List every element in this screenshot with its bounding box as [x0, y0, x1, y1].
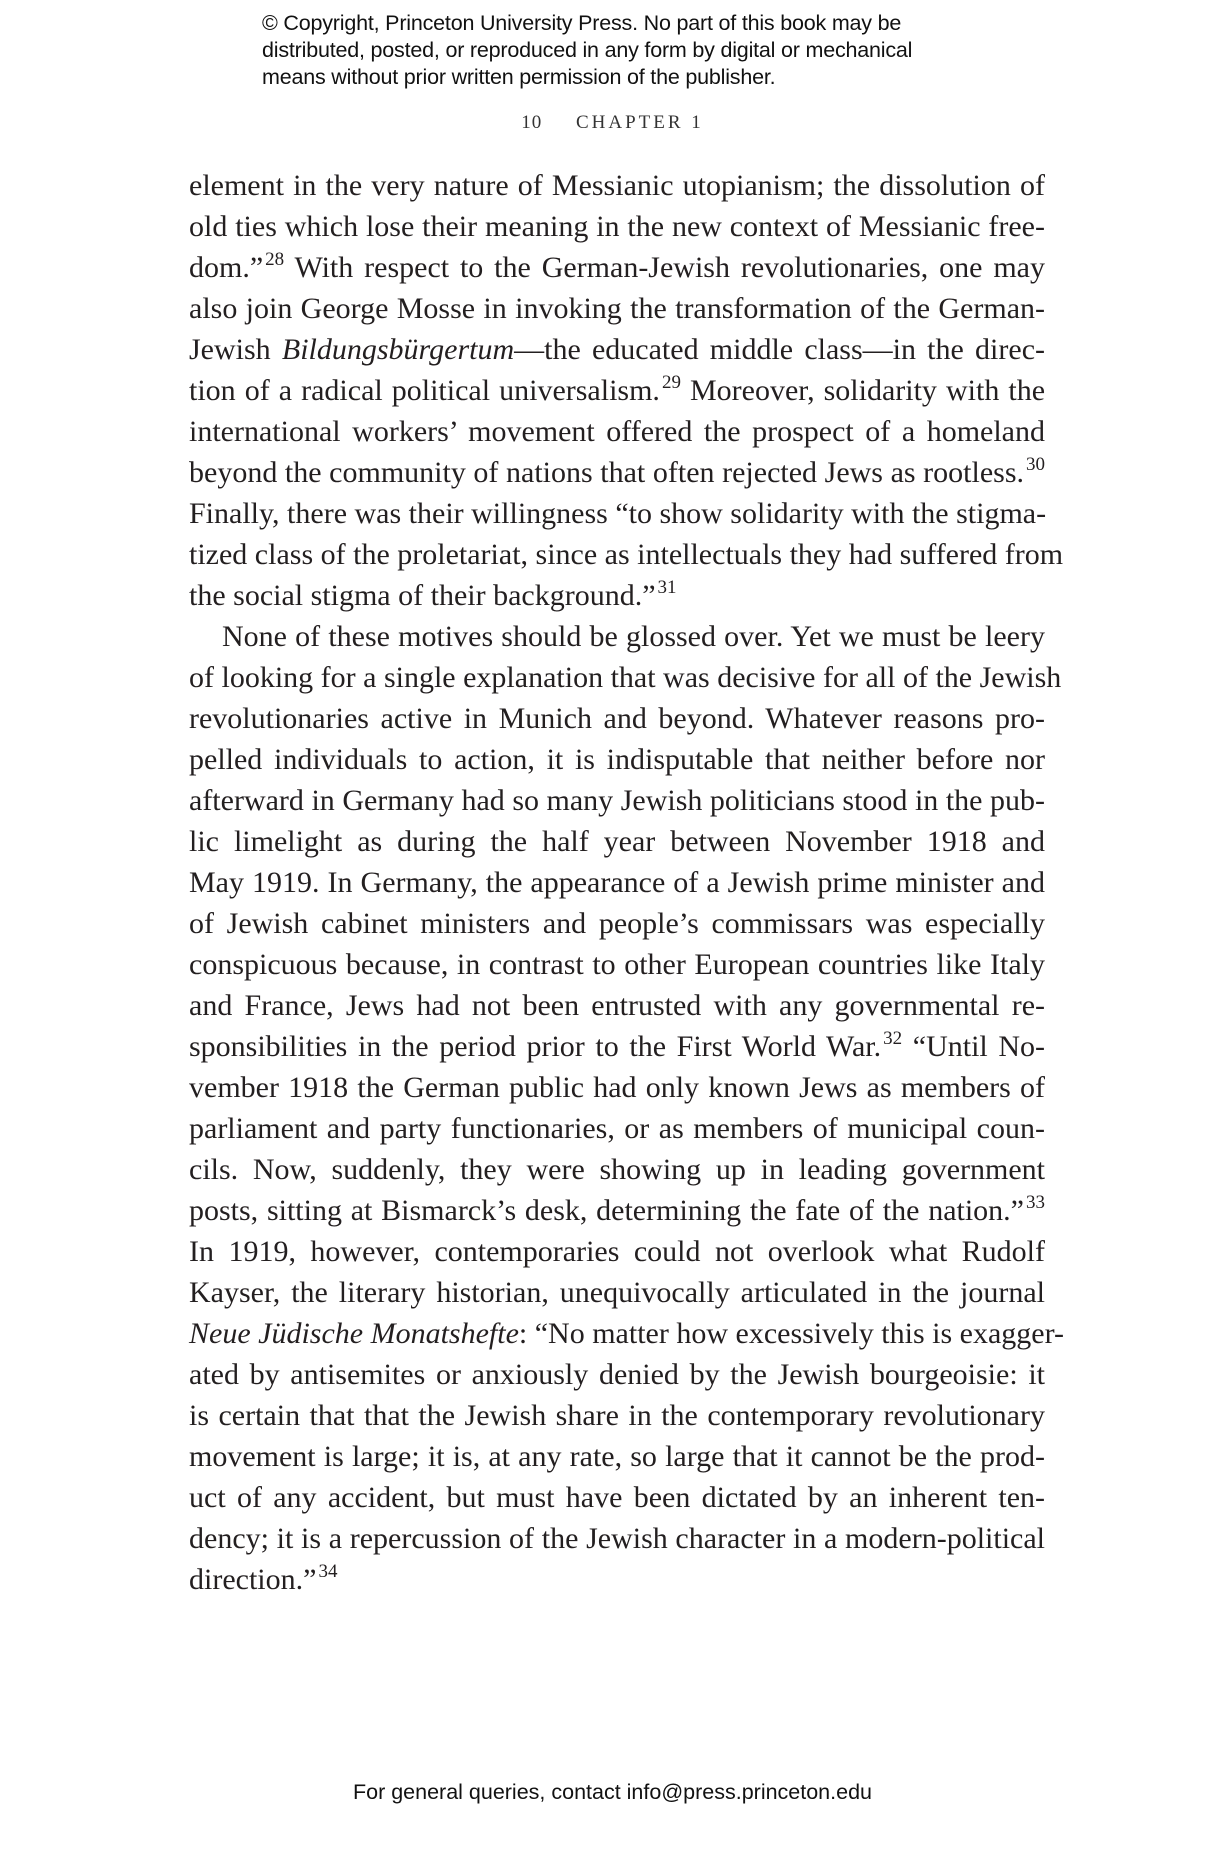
text-line: lic limelight as during the half year between November 1918 and: [189, 825, 1045, 858]
text-line: is certain that that the Jewish share in the contemporary revolutionary: [189, 1399, 1045, 1432]
text-line: and France, Jews had not been entrusted with any governmental re-: [189, 989, 1045, 1022]
text-line: tized class of the proletariat, since as intellectuals they had suffered from: [189, 538, 1064, 571]
text-line: ated by antisemites or anxiously denied by the Jewish bourgeoisie: it: [189, 1358, 1045, 1391]
text-line: pelled individuals to action, it is indisputable that neither before nor: [189, 743, 1045, 776]
text-line: sponsibilities in the period prior to the First World War. $^{32}$ “Until No-: [189, 1028, 1046, 1063]
text-line: of Jewish cabinet ministers and people’s commissars was especially: [189, 907, 1045, 940]
text-line: May 1919. In Germany, the appearance of a Jewish prime minister and: [189, 866, 1045, 899]
chapter-label: CHAPTER 1: [575, 112, 704, 133]
text-line: Neue Jüdische Monatshefte: “No matter how excessively this is exagger-: [189, 1317, 1064, 1350]
footnote-reference: 32: [883, 1028, 903, 1049]
text-line: of looking for a single explanation that was decisive for all of the Jewish: [189, 661, 1062, 694]
footnote-reference: 29: [661, 372, 681, 393]
text-line: uct of any accident, but must have been dictated by an inherent ten-: [189, 1481, 1045, 1514]
copyright-line: © Copyright, Princeton University Press. No part of this book may be: [262, 11, 902, 35]
text-line: Jewish Bildungsbürgertum—the educated middle class—in the direc-: [189, 333, 1045, 366]
text-line: beyond the community of nations that often rejected Jews as rootless. $^{30}$: [189, 454, 1045, 489]
copyright-line: means without prior written permission of the publisher.: [262, 65, 776, 89]
text-line: vember 1918 the German public had only known Jews as members of: [189, 1071, 1045, 1104]
footnote-reference: 31: [657, 577, 677, 598]
copyright-line: distributed, posted, or reproduced in any form by digital or mechanical: [262, 38, 913, 62]
text-line: Finally, there was their willingness “to show solidarity with the stigma-: [189, 497, 1047, 530]
text-line: In 1919, however, contemporaries could not overlook what Rudolf: [189, 1235, 1045, 1268]
footnote-reference: 28: [265, 249, 285, 270]
text-line: international workers’ movement offered the prospect of a homeland: [189, 415, 1045, 448]
footnote-reference: 34: [318, 1561, 338, 1582]
text-line: revolutionaries active in Munich and beyond. Whatever reasons pro-: [189, 702, 1045, 735]
page-number: 10: [521, 112, 543, 133]
text-line: tion of a radical political universalism. $^{29}$ Moreover, solidarity with the: [189, 372, 1046, 407]
text-line: afterward in Germany had so many Jewish politicians stood in the pub-: [189, 784, 1045, 817]
text-line: dom.” $^{28}$ With respect to the German-Jewish revolutionaries, one may: [189, 249, 1045, 284]
text-line: posts, sitting at Bismarck’s desk, determining the fate of the nation.” $^{33}$: [189, 1192, 1045, 1227]
text-line: movement is large; it is, at any rate, so large that it cannot be the prod-: [189, 1440, 1045, 1473]
text-line: element in the very nature of Messianic utopianism; the dissolution of: [189, 169, 1045, 202]
copyright-notice: [262, 10, 1022, 91]
footnote-reference: 33: [1026, 1192, 1045, 1213]
body-text: [189, 165, 1064, 1600]
text-line: conspicuous because, in contrast to other European countries like Italy: [189, 948, 1045, 981]
text-line: parliament and party functionaries, or as members of municipal coun-: [189, 1112, 1045, 1145]
text-line: direction.” $^{34}$: [189, 1561, 338, 1596]
running-head: [0, 112, 1225, 134]
italic-title: Bildungsbürgertum: [281, 333, 515, 366]
text-line: Kayser, the literary historian, unequivocally articulated in the journal: [189, 1276, 1045, 1309]
text-line: cils. Now, suddenly, they were showing up in leading government: [189, 1153, 1045, 1186]
text-line: old ties which lose their meaning in the new context of Messianic free-: [189, 210, 1045, 243]
text-line: dency; it is a repercussion of the Jewish character in a modern-political: [189, 1522, 1045, 1555]
text-line: the social stigma of their background.” $^{31}$: [189, 577, 677, 612]
text-line: also join George Mosse in invoking the transformation of the German-: [189, 292, 1045, 325]
text-line: None of these motives should be glossed over. Yet we must be leery: [222, 620, 1045, 653]
footnote-reference: 30: [1026, 454, 1045, 475]
footer-contact: For general queries, contact info@press.princeton.edu: [352, 1780, 872, 1804]
italic-title: Neue Jüdische Monatshefte: [189, 1317, 519, 1350]
